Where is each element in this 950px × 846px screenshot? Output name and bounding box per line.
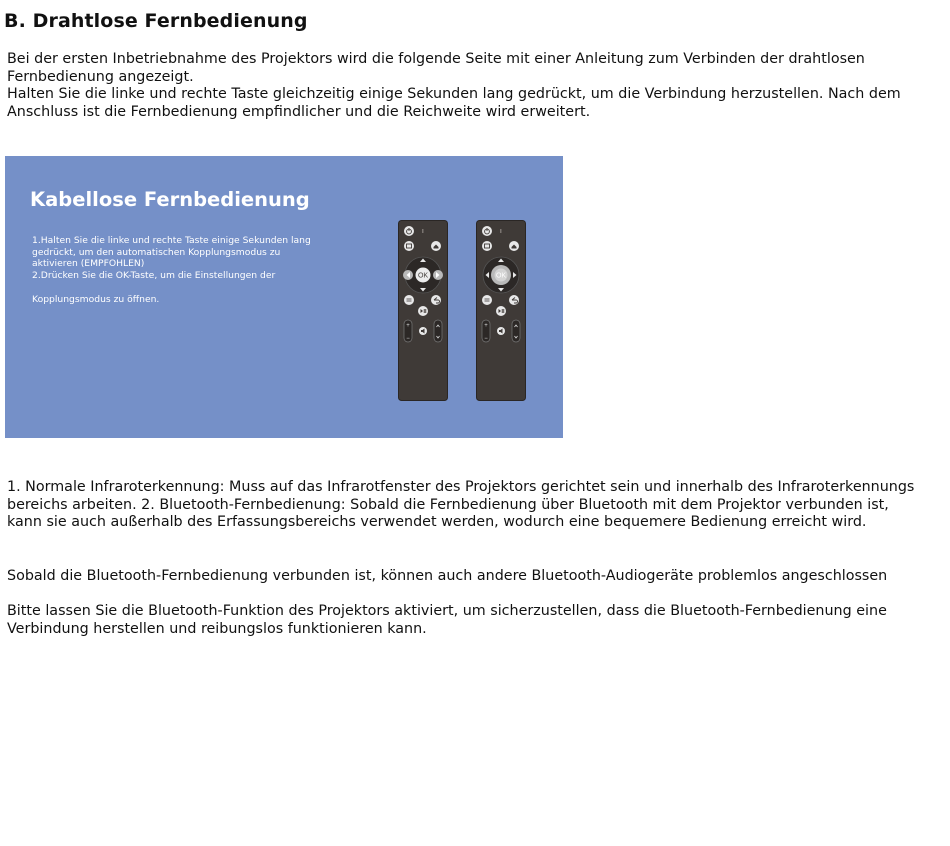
home-icon: [431, 241, 441, 251]
dpad: [483, 257, 519, 293]
power-icon: [404, 226, 414, 236]
input-icon: [482, 241, 492, 251]
input-icon: [404, 241, 414, 251]
home-icon: [509, 241, 519, 251]
intro-line: Anschluss ist die Fernbedienung empfindlicher und die Reichweite wird erweitert.: [7, 103, 591, 120]
volume-rocker: [404, 320, 412, 342]
intro-line: Fernbedienung angezeigt.: [7, 68, 194, 85]
power-icon: [482, 226, 492, 236]
modes-line: bereichs arbeiten. 2. Bluetooth-Fernbedienung: Sobald die Fernbedienung über Bluetooth mit dem Projektor verbunden ist,: [7, 496, 889, 513]
pairing-instructions: [32, 235, 342, 305]
remote-control-ok-key: [476, 220, 526, 401]
svg-text:+: +: [484, 323, 488, 329]
menu-icon: [404, 295, 414, 305]
channel-rocker: [434, 320, 442, 342]
ok-label: OK: [417, 272, 429, 280]
pairing-screen-image: [5, 156, 563, 438]
bluetooth-note-paragraph: [7, 603, 947, 638]
play-pause-icon: [418, 306, 428, 316]
channel-rocker: [512, 320, 520, 342]
pairing-screen-title: Kabellose Fernbedienung: [30, 188, 310, 211]
svg-text:+: +: [406, 323, 410, 329]
volume-rocker: [482, 320, 490, 342]
indicator-led: [422, 229, 424, 233]
back-icon: [431, 295, 441, 305]
modes-line: kann sie auch außerhalb des Erfassungsbereichs verwendet werden, wodurch eine bequemere Bedienung erreicht wird.: [7, 514, 867, 531]
audio-note-paragraph: [7, 568, 947, 586]
instruction-line: gedrückt, um den automatischen Kopplungsmodus zu: [32, 246, 281, 258]
instruction-line: 1.Halten Sie die linke und rechte Taste einige Sekunden lang: [32, 235, 311, 246]
bluetooth-note-line: Verbindung herstellen und reibungslos funktionieren kann.: [7, 620, 427, 637]
back-icon: [509, 295, 519, 305]
instruction-spacer: [32, 282, 342, 294]
menu-icon: [482, 295, 492, 305]
instruction-line: 2.Drücken Sie die OK-Taste, um die Einstellungen der: [32, 270, 276, 282]
svg-text:−: −: [406, 336, 410, 342]
remote-control-pairing-keys: [398, 220, 448, 401]
intro-line: Halten Sie die linke und rechte Taste gleichzeitig einige Sekunden lang gedrückt, um die Verbindung herzustellen. Nach dem: [7, 86, 901, 103]
instruction-line: Kopplungsmodus zu öffnen.: [32, 293, 160, 305]
intro-line: Bei der ersten Inbetriebnahme des Projektors wird die folgende Seite mit einer Anleitung zum Verbinden der drahtlosen: [7, 51, 865, 67]
modes-line: 1. Normale Infraroterkennung: Muss auf das Infrarotfenster des Projektors gerichtet sein und innerhalb des Infraroterkennungs: [7, 479, 915, 495]
connection-modes-paragraph: [7, 479, 947, 532]
bluetooth-note-line: Bitte lassen Sie die Bluetooth-Funktion des Projektors aktiviert, um sicherzustellen, dass die Bluetooth-Fernbedienung eine: [7, 603, 887, 619]
mute-icon: [497, 327, 505, 335]
intro-paragraph: [7, 51, 947, 121]
instruction-line: aktivieren (EMPFOHLEN): [32, 258, 145, 270]
ok-label: OK: [495, 272, 507, 280]
svg-text:−: −: [484, 336, 488, 342]
play-pause-icon: [496, 306, 506, 316]
indicator-led: [500, 229, 502, 233]
mute-icon: [419, 327, 427, 335]
audio-note-line: Sobald die Bluetooth-Fernbedienung verbunden ist, können auch andere Bluetooth-Audiogeräte problemlos angeschlossen: [7, 568, 888, 584]
section-heading: B. Drahtlose Fernbedienung: [4, 10, 308, 32]
